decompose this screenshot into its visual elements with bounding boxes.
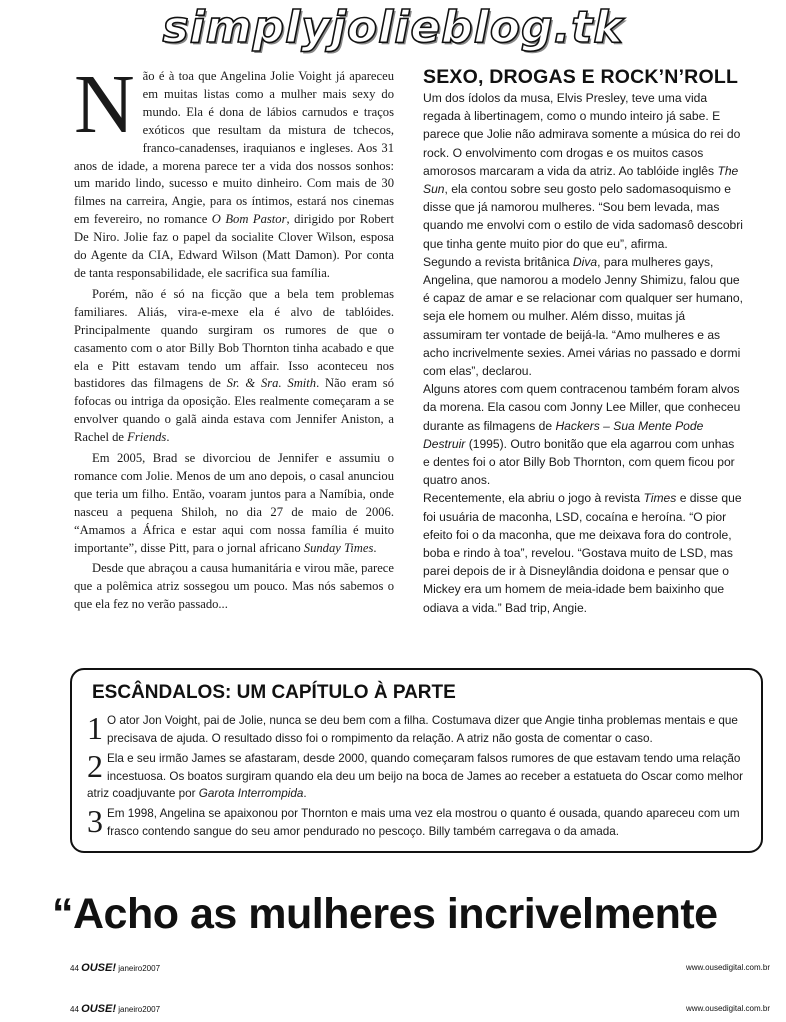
paragraph-elvis — [423, 89, 743, 253]
drop-cap: N — [74, 58, 135, 151]
magazine-title: Times — [643, 491, 677, 506]
page-number: 44 — [70, 1005, 79, 1014]
blog-watermark-title: simplyjolieblog.tk — [162, 2, 624, 53]
item-number: 2 — [87, 748, 103, 784]
film-title: O Bom Pastor — [211, 212, 287, 227]
paragraph-text: Em 2005, Brad se divorciou de Jennifer e assumiu o romance com Jolie. Menos de um ano depois, o casal anunciou que teria um filho. Então, voaram juntos para a Namíbia, onde nasceu a pequena Shiloh, no dia 27 de maio de 2006. “Amamos a África e estar aqui com nossa família é muito importante”, disse Pitt, para o jornal africano — [74, 451, 394, 555]
pull-quote: “Acho as mulheres incrivelmente — [52, 890, 718, 938]
paragraph-text: Segundo a revista britânica — [423, 254, 573, 269]
paragraph-text: . — [373, 540, 377, 555]
issue-date: janeiro2007 — [118, 1005, 161, 1014]
paragraph-text: , dirigido por Robert De Niro. Jolie faz o papel da socialite Clover Wilson, esposa do Agente da CIA, Edward Wilson (Matt Damon). Por conta de tanta responsabilidade, ele sacrifica sua família. — [74, 212, 394, 280]
scandals-box — [70, 668, 763, 853]
paragraph-text: , para mulheres gays, Angelina, que namorou a modelo Jenny Shimizu, falou que é capaz de amar e se relacionar com qualquer ser humano, seja ele homem ou mulher. Além disso, muitas já assumiram ter vontade de beijá-la. “Amo mulheres e as acho incrivelmente sexies. Amei várias no passado e dormi com elas”, declarou. — [423, 254, 743, 379]
paragraph-closing: Desde que abraçou a causa humanitária e virou mãe, parece que a polêmica atriz sossegou um pouco. Mas nós sabemos o que ela fez no verão passado... — [74, 561, 394, 612]
magazine-title: Diva — [572, 254, 598, 269]
article-left-column — [74, 58, 394, 614]
film-title: Sr. & Sra. Smith — [226, 376, 317, 391]
footer-page-info — [70, 1003, 160, 1015]
paragraph-text: . Não eram só fofocas ou intriga da oposição. Eles realmente começaram a se envolver quando o galã ainda estava com Jennifer Aniston, a Rachel de — [74, 376, 394, 445]
paragraph-diva — [423, 253, 743, 380]
paragraph-tabloids — [74, 286, 394, 447]
website-url: www.ousedigital.com.br — [685, 1004, 770, 1013]
paragraph-intro — [74, 58, 394, 283]
paragraph-text: ão é à toa que Angelina Jolie Voight já apareceu em muitas listas como a mulher mais sexy do mundo. Ela é dona de lábios carnudos e traços exóticos que resultam da mistura de tchecos, franco-canadenses, iraquianos e ingleses. Aos 31 anos de idade, a morena parece ter a vida dos nossos sonhos: um marido lindo, sucesso e muito dinheiro. Com mais de 30 filmes na carreira, Angie, para os íntimos, estará nos cinemas em fevereiro, no romance — [74, 69, 394, 227]
paragraph-text: Recentemente, ela abriu o jogo à revista — [423, 491, 644, 506]
list-item — [87, 750, 757, 803]
film-title: Garota Interrompida — [198, 787, 304, 801]
paragraph-text: . — [166, 430, 170, 445]
paragraph-text: e disse que foi usuária de maconha, LSD, cocaína e heroína. “O pior efeito foi o da maconha, que me deixava fora do controle, boba e rindo à toa”, revelou. “Gostava muito de LSD, mas parei depois de ir à Disneylândia doidona e pensar que o Mickey era um homem de meia-idade bem baixinho que odiava a vida.” Bad trip, Angie. — [423, 491, 742, 615]
film-title: Hackers – Sua Mente Pode Destruir — [423, 418, 704, 451]
item-text: . — [303, 787, 307, 801]
magazine-logo: OUSE! — [81, 962, 116, 974]
item-number: 3 — [87, 803, 103, 839]
paragraph-text: Um dos ídolos da musa, Elvis Presley, teve uma vida regada à libertinagem, como o mundo inteiro já sabe. E parece que Jolie não admirava somente a música do rei do rock. O envolvimento com drogas e os muitos casos amorosos marcaram a vida da atriz. Ao tablóide inglês — [423, 91, 741, 178]
website-url: www.ousedigital.com.br — [685, 963, 770, 972]
paragraph-actors — [423, 380, 743, 489]
item-text: Em 1998, Angelina se apaixonou por Thornton e mais uma vez ela mostrou o quanto é ousada, quando apareceu com um frasco contendo sangue do seu amor pendurado no pescoço. Billy também carregava o da amada. — [107, 807, 740, 838]
magazine-logo: OUSE! — [81, 1003, 116, 1015]
list-item — [87, 805, 757, 840]
section-heading: SEXO, DROGAS E ROCK’N’ROLL — [423, 66, 739, 88]
newspaper-title: The Sun — [423, 163, 739, 197]
item-text: Ela e seu irmão James se afastaram, desde 2000, quando começaram falsos rumores de que estavam tendo uma relação incestuosa. Os boatos surgiram quando ela deu um beijo na boca de James ao receber a estatueta do Oscar como melhor atriz coadjuvante por — [87, 752, 744, 801]
paragraph-brad — [74, 450, 394, 557]
item-number: 1 — [87, 710, 103, 746]
paragraph-text: Alguns atores com quem contracenou também foram alvos da morena. Ela casou com Jonny Lee Miller, que conheceu durante as filmagens de — [423, 382, 741, 433]
article-right-column — [423, 66, 743, 617]
list-item — [87, 712, 757, 747]
box-title: ESCÂNDALOS: UM CAPÍTULO À PARTE — [92, 682, 456, 703]
paragraph-text: (1995). Outro bonitão que ela agarrou com unhas e dentes foi o ator Billy Bob Thornton, com quem ficou por quatro anos. — [423, 436, 735, 488]
item-text: O ator Jon Voight, pai de Jolie, nunca se deu bem com a filha. Costumava dizer que Angie tinha problemas mentais e que precisava de ajuda. O resultado disso foi o rompimento da relação. A atriz não gosta de comentar o caso. — [107, 714, 738, 745]
show-title: Friends — [127, 430, 167, 445]
newspaper-title: Sunday Times — [303, 540, 374, 555]
paragraph-text: Porém, não é só na ficção que a bela tem problemas familiares. Aliás, vira-e-mexe ela é alvo de tablóides. Principalmente quando surgiram os rumores de que o casamento com o ator Billy Bob Thornton tinha acabado e que ela e Pitt estavam tendo um affair. Isso aconteceu nos bastidores das filmagens de — [74, 286, 394, 391]
paragraph-drugs — [423, 489, 743, 616]
issue-date: janeiro2007 — [118, 964, 161, 973]
paragraph-text: , ela contou sobre seu gosto pelo sadomasoquismo e disse que já namorou mulheres. “Sou bem levada, mas quando me envolvi com o estilo de vida sadomasô descobri que tinha gente muito pior do que eu”, afirma. — [423, 182, 743, 251]
footer-page-info — [70, 962, 160, 974]
page-number: 44 — [70, 964, 79, 973]
